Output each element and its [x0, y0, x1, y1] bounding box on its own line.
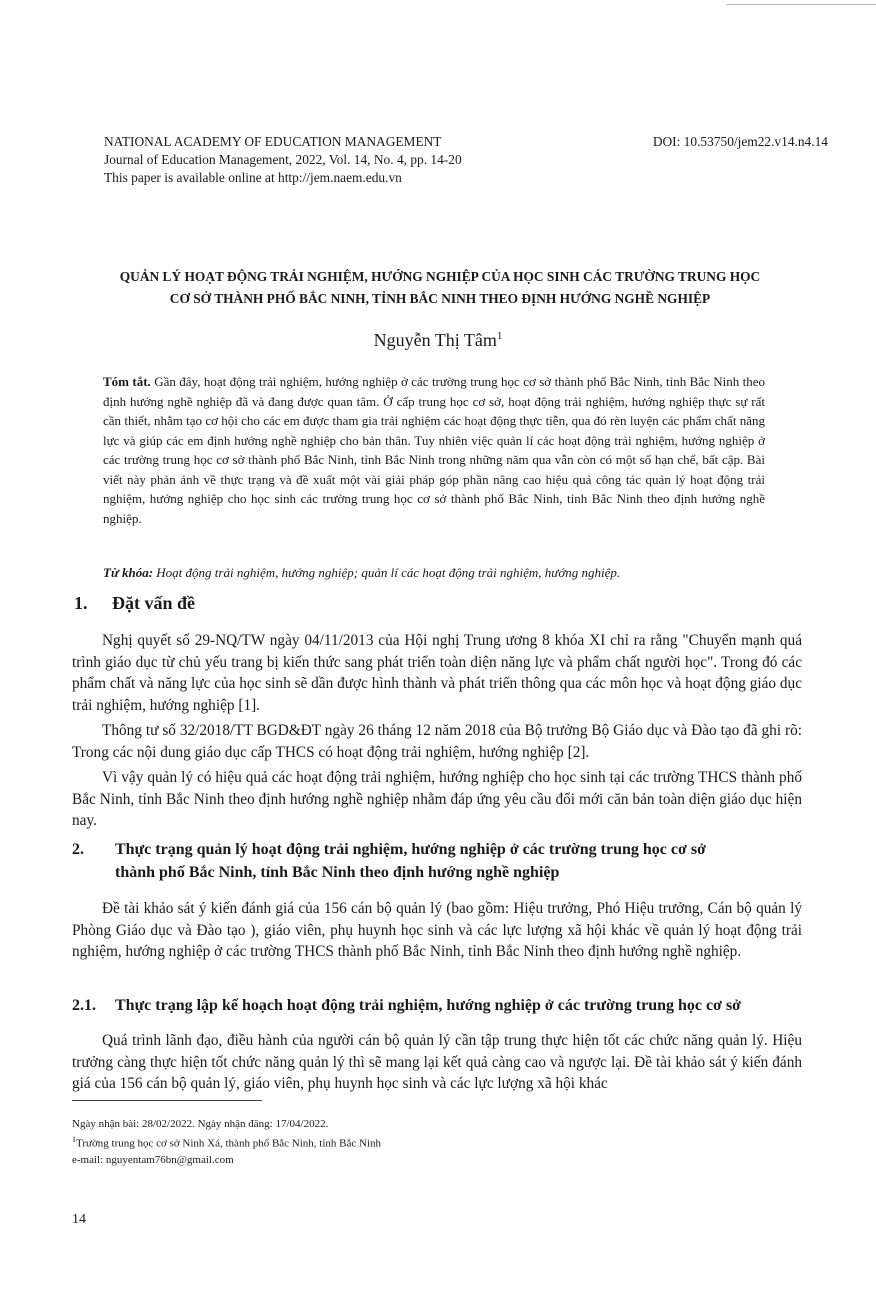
- journal-citation: Journal of Education Management, 2022, Vol. 14, No. 4, pp. 14-20: [104, 152, 462, 167]
- journal-header: [104, 133, 828, 187]
- affiliation-text: Trường trung học cơ sở Ninh Xá, thành phố Bắc Ninh, tỉnh Bắc Ninh: [76, 1137, 382, 1150]
- author-affiliation-mark: 1: [496, 330, 503, 342]
- keywords: [103, 565, 765, 581]
- section-1-heading: [74, 593, 195, 614]
- section-2-1-title: Thực trạng lập kế hoạch hoạt động trải nghiệm, hướng nghiệp ở các trường trung học cơ sở: [115, 997, 742, 1014]
- received-dates: Ngày nhận bài: 28/02/2022. Ngày nhận đăng: 17/04/2022.: [72, 1118, 329, 1130]
- section-1-title: Đặt vấn đề: [112, 593, 196, 613]
- availability-note: This paper is available online at http://jem.naem.edu.vn: [104, 170, 402, 185]
- section-2-title-line-1: Thực trạng quản lý hoạt động trải nghiệm, hướng nghiệp ở các trường trung học cơ sở: [115, 841, 706, 858]
- section-2-1-heading: [72, 994, 812, 1017]
- paragraph: Nghị quyết số 29-NQ/TW ngày 04/11/2013 của Hội nghị Trung ương 8 khóa XI chỉ ra rằng "Chuyển mạnh quá trình giáo dục từ chủ yếu trang bị kiến thức sang phát triển toàn diện năng lực và phẩm chất người học". Trong đó các phẩm chất và năng lực của học sinh sẽ dần được hình thành và phát triển thông qua các môn học và hoạt động giáo dục trải nghiệm, hướng nghiệp [1].: [72, 632, 802, 714]
- paragraph: Thông tư số 32/2018/TT BGD&ĐT ngày 26 tháng 12 năm 2018 của Bộ trưởng Bộ Giáo dục và Đào tạo đã ghi rõ: Trong các nội dung giáo dục cấp THCS có hoạt động trải nghiệm, hướng nghiệp [2].: [72, 722, 802, 761]
- footnotes: [72, 1116, 792, 1168]
- paper-title: [62, 266, 818, 310]
- section-2-1-number: 2.1.: [72, 997, 96, 1014]
- section-2-title-line-2: thành phố Bắc Ninh, tỉnh Bắc Ninh theo định hướng nghề nghiệp: [115, 864, 560, 881]
- keywords-text: Hoạt động trải nghiệm, hướng nghiệp; quản lí các hoạt động trải nghiệm, hướng nghiệp.: [156, 565, 621, 580]
- email-footnote: e-mail: nguyentam76bn@gmail.com: [72, 1153, 234, 1166]
- paragraph: Vì vậy quản lý có hiệu quả các hoạt động trải nghiệm, hướng nghiệp cho học sinh tại các trường THCS thành phố Bắc Ninh, tỉnh Bắc Ninh theo định hướng nghề nghiệp nhằm đáp ứng yêu cầu đổi mới căn bản toàn diện giáo dục hiện nay.: [72, 769, 802, 829]
- affiliation-footnote: [72, 1132, 792, 1152]
- abstract-text: Gần đây, hoạt động trải nghiệm, hướng nghiệp ở các trường trung học cơ sở thành phố Bắc Ninh, tỉnh Bắc Ninh theo định hướng nghề nghiệp đã và đang được quan tâm. Ở cấp trung học cơ sở, hoạt động trải nghiệm, hướng nghiệp thực sự rất cần thiết, nhằm tạo cơ hội cho các em được tham gia trải nghiệm các hoạt động thực tiễn, qua đó rèn luyện các phẩm chất năng lực và giúp các em định hướng nghề nghiệp cho bản thân. Tuy nhiên việc quản lí các hoạt động trải nghiệm, hướng nghiệp ở các trường trung học cơ sở thành phố Bắc Ninh, tỉnh Bắc Ninh trong những năm qua vẫn còn có một số hạn chế, bất cập. Bài viết này phản ánh về thực trạng và đề xuất một vài giải pháp góp phần nâng cao hiệu quả công tác quản lý hoạt động trải nghiệm, hướng nghiệp cho học sinh các trường trung học cơ sở thành phố Bắc Ninh, tỉnh Bắc Ninh theo định hướng nghề nghiệp.: [103, 374, 765, 526]
- institution-name: NATIONAL ACADEMY OF EDUCATION MANAGEMENT: [104, 134, 442, 149]
- footnote-divider: [72, 1100, 262, 1101]
- section-2-1-body: [72, 1030, 802, 1099]
- paragraph: Đề tài khảo sát ý kiến đánh giá của 156 cán bộ quản lý (bao gồm: Hiệu trưởng, Phó Hiệu trưởng, Cán bộ quản lý Phòng Giáo dục và Đào tạo ), giáo viên, phụ huynh học sinh và các lực lượng xã hội khác về quản lý hoạt động trải nghiệm, hướng nghiệp ở các trường THCS thành phố Bắc Ninh, tỉnh Bắc Ninh theo định hướng nghề nghiệp.: [72, 900, 802, 960]
- title-line-1: QUẢN LÝ HOẠT ĐỘNG TRẢI NGHIỆM, HƯỚNG NGHIỆP CỦA HỌC SINH CÁC TRƯỜNG TRUNG HỌC: [119, 269, 761, 284]
- section-2-heading: [72, 838, 812, 884]
- abstract-label: Tóm tắt.: [103, 374, 151, 389]
- keywords-label: Từ khóa:: [103, 565, 154, 580]
- section-2-body: [72, 898, 802, 967]
- title-line-2: CƠ SỞ THÀNH PHỐ BẮC NINH, TỈNH BẮC NINH THEO ĐỊNH HƯỚNG NGHỀ NGHIỆP: [169, 291, 711, 306]
- page-number: 14: [72, 1212, 86, 1227]
- paragraph: Quá trình lãnh đạo, điều hành của người cán bộ quản lý cần tập trung thực hiện tốt các chức năng quản lý. Hiệu trưởng càng thực hiện tốt chức năng quản lý thì sẽ mang lại kết quả càng cao và ngược lại. Đề tài khảo sát ý kiến đánh giá của 156 cán bộ quản lý, giáo viên, phụ huynh học sinh và các lực lượng xã hội khác: [72, 1032, 802, 1092]
- footnote-mark: 1: [72, 1135, 76, 1144]
- section-2-number: 2.: [72, 841, 84, 858]
- doi: DOI: 10.53750/jem22.v14.n4.14: [652, 134, 828, 149]
- abstract: [103, 372, 765, 528]
- author: [0, 330, 876, 351]
- top-rule: [726, 4, 876, 5]
- section-1-body: [72, 630, 802, 836]
- author-name: Nguyễn Thị Tâm: [373, 330, 497, 350]
- section-1-number: 1.: [74, 593, 88, 613]
